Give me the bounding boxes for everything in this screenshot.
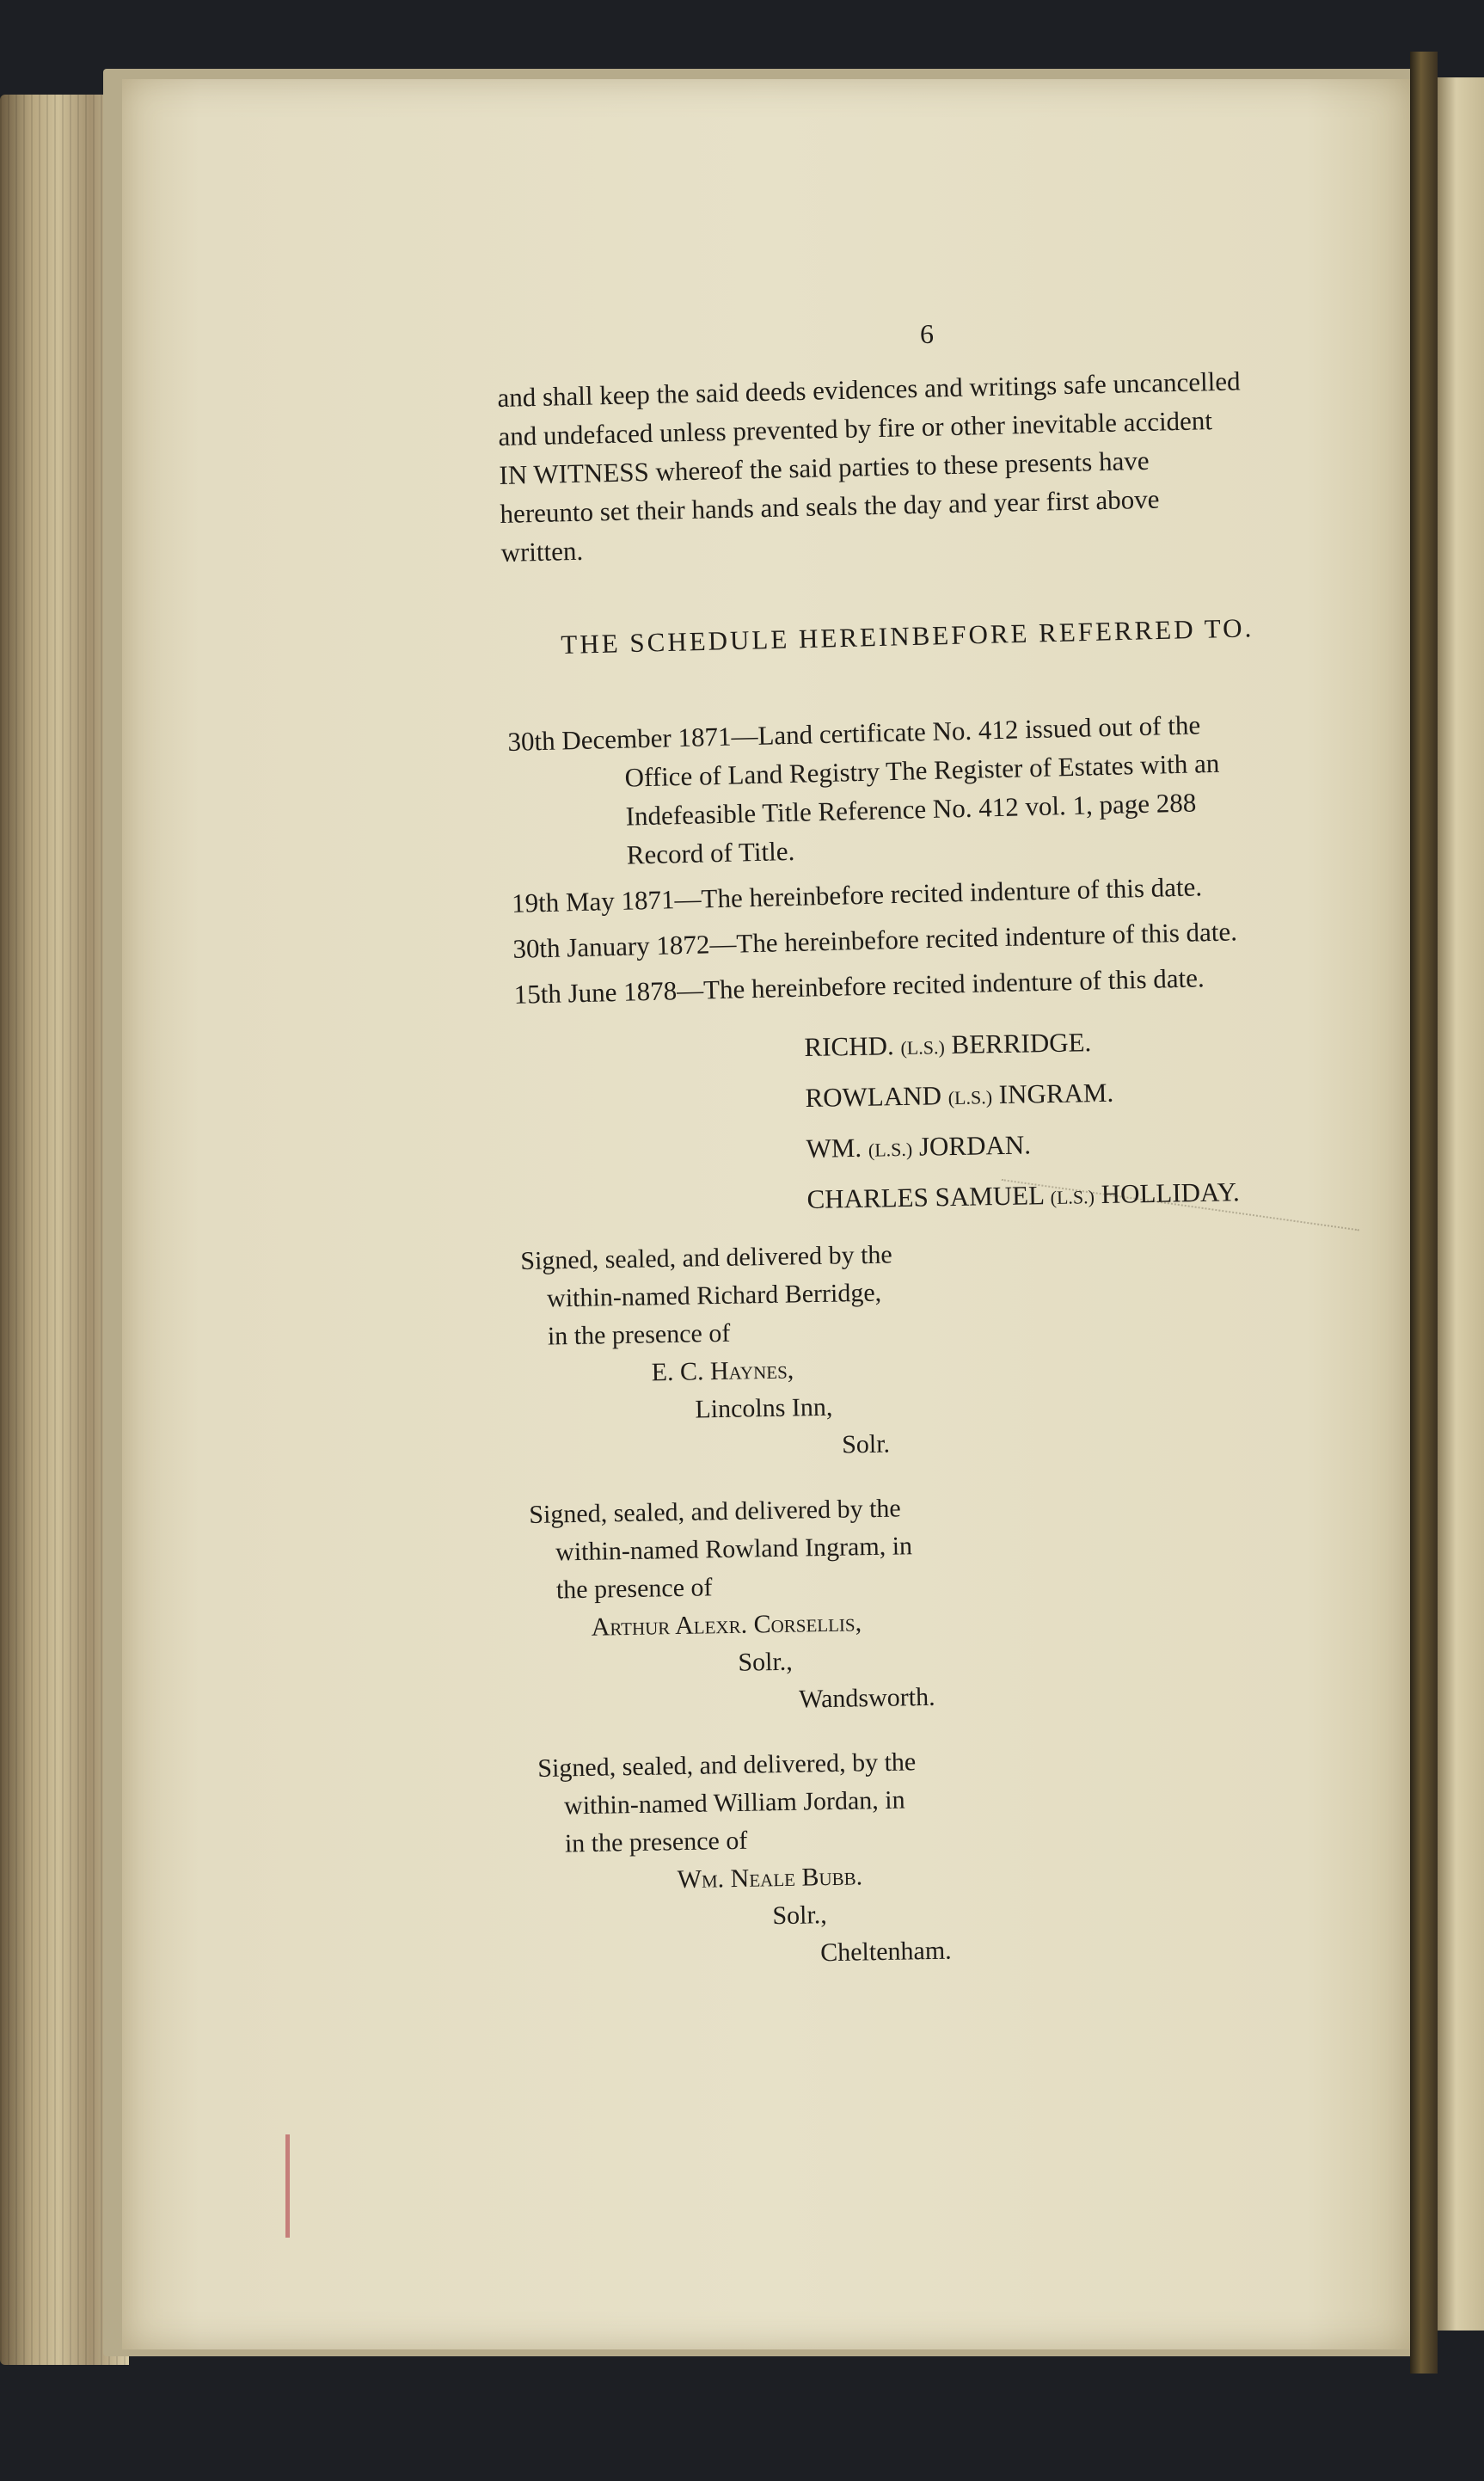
witness-name: E. C. Haynes,	[651, 1355, 794, 1387]
facing-page-edge	[1438, 77, 1484, 2331]
attestation-clause	[537, 1743, 952, 1977]
signature-line	[804, 1016, 1237, 1074]
page-edge-mark	[285, 2134, 290, 2238]
paragraph-line: written.	[500, 535, 584, 568]
seal-mark: (L.S.)	[900, 1036, 946, 1059]
witness-detail: Solr.,	[738, 1647, 794, 1677]
signatory-surname: BERRIDGE.	[951, 1027, 1092, 1060]
schedule-entry-line: Office of Land Registry The Register of Estates with an	[624, 747, 1220, 793]
witness-detail: Solr.	[841, 1429, 891, 1459]
schedule-entry-line: Record of Title.	[626, 835, 795, 870]
attestation-line: within-named Richard Berridge,	[546, 1278, 882, 1313]
attestation-line: Signed, sealed, and delivered, by the	[537, 1747, 917, 1783]
schedule-entry-first-line: 15th June 1878—The hereinbefore recited indenture of this date.	[513, 962, 1205, 1010]
signature-line	[806, 1117, 1239, 1176]
signatory-surname: HOLLIDAY.	[1101, 1176, 1240, 1209]
signature-line	[805, 1066, 1238, 1125]
signatory-name: ROWLAND	[805, 1080, 942, 1113]
witness-detail: Wandsworth.	[798, 1682, 935, 1714]
witness-detail: Solr.,	[772, 1901, 828, 1931]
witness-name: Wm. Neale Bubb.	[677, 1862, 863, 1895]
signatory-name: WM.	[806, 1132, 862, 1164]
paragraph-line: hereunto set their hands and seals the day and year first above	[500, 483, 1160, 529]
attestation-clause	[520, 1236, 896, 1470]
paragraph-line: and undefaced unless prevented by fire or other inevitable accident	[498, 405, 1213, 451]
witness-detail: Cheltenham.	[819, 1936, 952, 1968]
witness-name: Arthur Alexr. Corsellis,	[591, 1608, 862, 1642]
signatory-surname: INGRAM.	[998, 1077, 1114, 1110]
schedule-entry	[507, 704, 1236, 877]
attestation-line: the presence of	[555, 1573, 713, 1605]
schedule-entry-line: Indefeasible Title Reference No. 412 vol. 1, page 288	[625, 787, 1197, 832]
paragraph-line: and shall keep the said deeds evidences and writings safe uncancelled	[497, 365, 1241, 413]
attestation-clause	[529, 1489, 935, 1723]
seal-mark: (L.S.)	[1050, 1186, 1095, 1209]
page-number: 6	[920, 318, 935, 349]
closing-paragraph	[497, 359, 1361, 572]
witness-detail: Lincolns Inn,	[695, 1392, 833, 1424]
attestation-line: in the presence of	[547, 1318, 731, 1351]
schedule-entry-first-line: 30th January 1872—The hereinbefore recited indenture of this date.	[512, 916, 1238, 964]
signatory-name: CHARLES SAMUEL	[806, 1180, 1045, 1214]
paragraph-line: IN WITNESS whereof the said parties to these presents have	[499, 445, 1150, 490]
attestation-line: Signed, sealed, and delivered by the	[520, 1240, 892, 1275]
signatory-surname: JORDAN.	[918, 1129, 1032, 1162]
schedule-entry	[513, 957, 1239, 1014]
book-spine	[1410, 52, 1438, 2374]
attestation-line: within-named Rowland Ingram, in	[555, 1532, 913, 1567]
attestation-line: Signed, sealed, and delivered by the	[529, 1494, 901, 1529]
schedule-entry-first-line: 30th December 1871—Land certificate No. 412 issued out of the	[507, 709, 1201, 757]
schedule-list	[507, 704, 1239, 1020]
signatory-name: RICHD.	[804, 1030, 894, 1062]
attestation-line: in the presence of	[564, 1826, 748, 1858]
seal-mark: (L.S.)	[947, 1086, 993, 1109]
schedule-entry-first-line: 19th May 1871—The hereinbefore recited indenture of this date.	[511, 871, 1203, 918]
attestation-line: within-named William Jordan, in	[563, 1785, 905, 1821]
schedule-heading: THE SCHEDULE HEREINBEFORE REFERRED TO.	[561, 612, 1254, 660]
seal-mark: (L.S.)	[868, 1138, 913, 1161]
